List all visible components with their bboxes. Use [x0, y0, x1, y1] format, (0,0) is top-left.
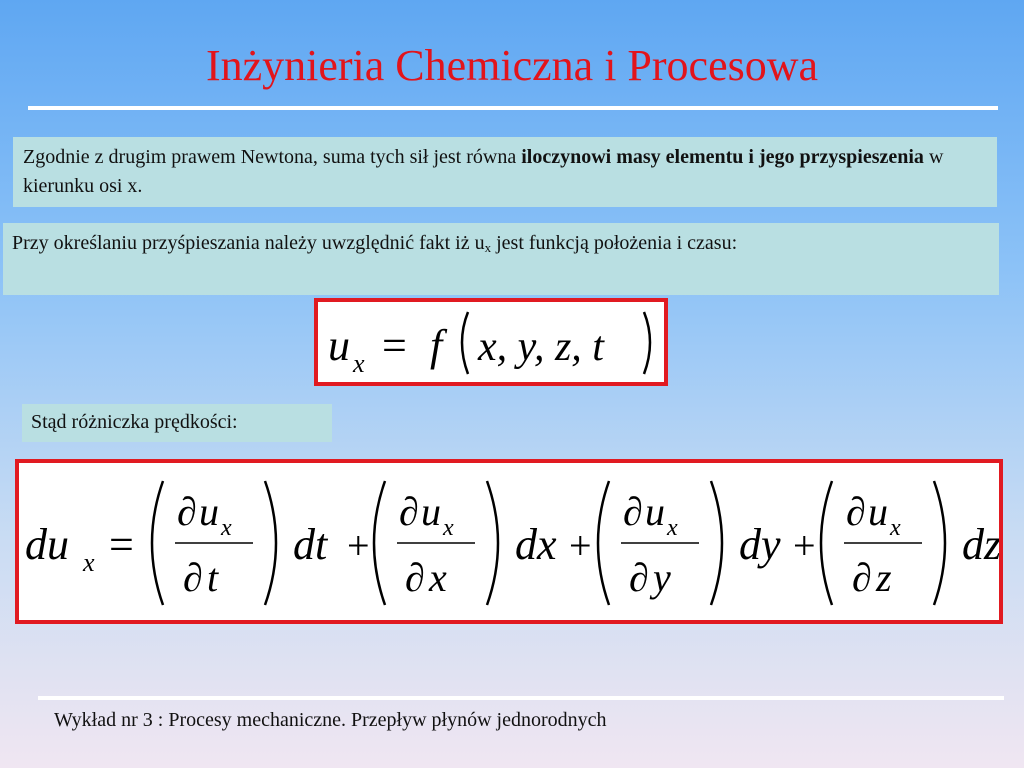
term-2-den-var: x [429, 555, 447, 600]
term-3-num-sub: x [667, 515, 678, 541]
term-3-den-partial: ∂ [629, 555, 649, 600]
newton-bold-text: iloczynowi masy elementu i jego przyspieszenia [521, 146, 924, 168]
formula2-equals: = [109, 520, 134, 569]
term-4-den-var: z [876, 555, 892, 600]
term-2-open-paren [374, 481, 385, 605]
acceleration-text-box [3, 223, 999, 295]
formula1-open-paren [462, 312, 468, 374]
formula1-lhs: u [328, 321, 350, 370]
term-2-num-u: u [421, 489, 441, 534]
term-4-open-paren [821, 481, 832, 605]
title-divider [28, 106, 998, 110]
footer-divider [38, 696, 1004, 700]
term-4-num-partial: ∂ [846, 489, 866, 534]
term-2-plus: + [569, 523, 592, 568]
page-title: Inżynieria Chemiczna i Procesowa [205, 41, 819, 90]
velocity-function-formula [314, 298, 668, 386]
formula1-args: x, y, z, t [478, 324, 604, 370]
term-3-den-var: y [653, 555, 671, 600]
acceleration-subscript: x [484, 240, 492, 255]
term-2-close-paren [487, 481, 498, 605]
term-1-close-paren [265, 481, 276, 605]
term-2-num-partial: ∂ [399, 489, 419, 534]
term-4-close-paren [934, 481, 945, 605]
term-1-num-partial: ∂ [177, 489, 197, 534]
formula2-terms [152, 481, 999, 605]
differential-label: Stąd różniczka prędkości: [31, 411, 238, 433]
term-2-num-sub: x [443, 515, 454, 541]
term-2-differential: dx [515, 520, 557, 569]
term-3-differential: dy [739, 520, 781, 569]
term-4-num-u: u [868, 489, 888, 534]
term-3-plus: + [793, 523, 816, 568]
term-1-den-var: t [207, 555, 219, 600]
newton-law-text-box [13, 137, 997, 207]
acceleration-text-end: jest funkcją położenia i czasu: [491, 232, 738, 254]
formula1-lhs-sub: x [353, 349, 365, 378]
total-differential-svg [19, 463, 999, 620]
term-1-num-sub: x [221, 515, 232, 541]
term-3-close-paren [711, 481, 722, 605]
term-1-num-u: u [199, 489, 219, 534]
acceleration-text: Przy określaniu przyśpieszania należy uwzględnić fakt iż u [12, 232, 485, 254]
term-4-differential: dz [962, 520, 999, 569]
term-4-den-partial: ∂ [852, 555, 872, 600]
velocity-function-svg [318, 302, 664, 382]
term-3-num-partial: ∂ [623, 489, 643, 534]
differential-label-box [22, 404, 332, 442]
term-1-den-partial: ∂ [183, 555, 203, 600]
formula1-equals: = [382, 321, 407, 370]
term-3-open-paren [598, 481, 609, 605]
formula2-lhs: du [25, 520, 69, 569]
term-3-num-u: u [645, 489, 665, 534]
total-differential-formula [15, 459, 1003, 624]
formula2-lhs-sub: x [83, 548, 95, 577]
term-1-plus: + [347, 523, 370, 568]
newton-text: Zgodnie z drugim prawem Newtona, suma tych sił jest równa [23, 146, 522, 168]
term-4-num-sub: x [890, 515, 901, 541]
formula1-func: f [430, 321, 443, 370]
footer-text: Wykład nr 3 : Procesy mechaniczne. Przepływ płynów jednorodnych [54, 709, 607, 731]
term-1-differential: dt [293, 520, 328, 569]
newton-text-end: w kierunku osi x. [23, 146, 944, 197]
term-2-den-partial: ∂ [405, 555, 425, 600]
formula1-close-paren [644, 312, 650, 374]
term-1-open-paren [152, 481, 163, 605]
